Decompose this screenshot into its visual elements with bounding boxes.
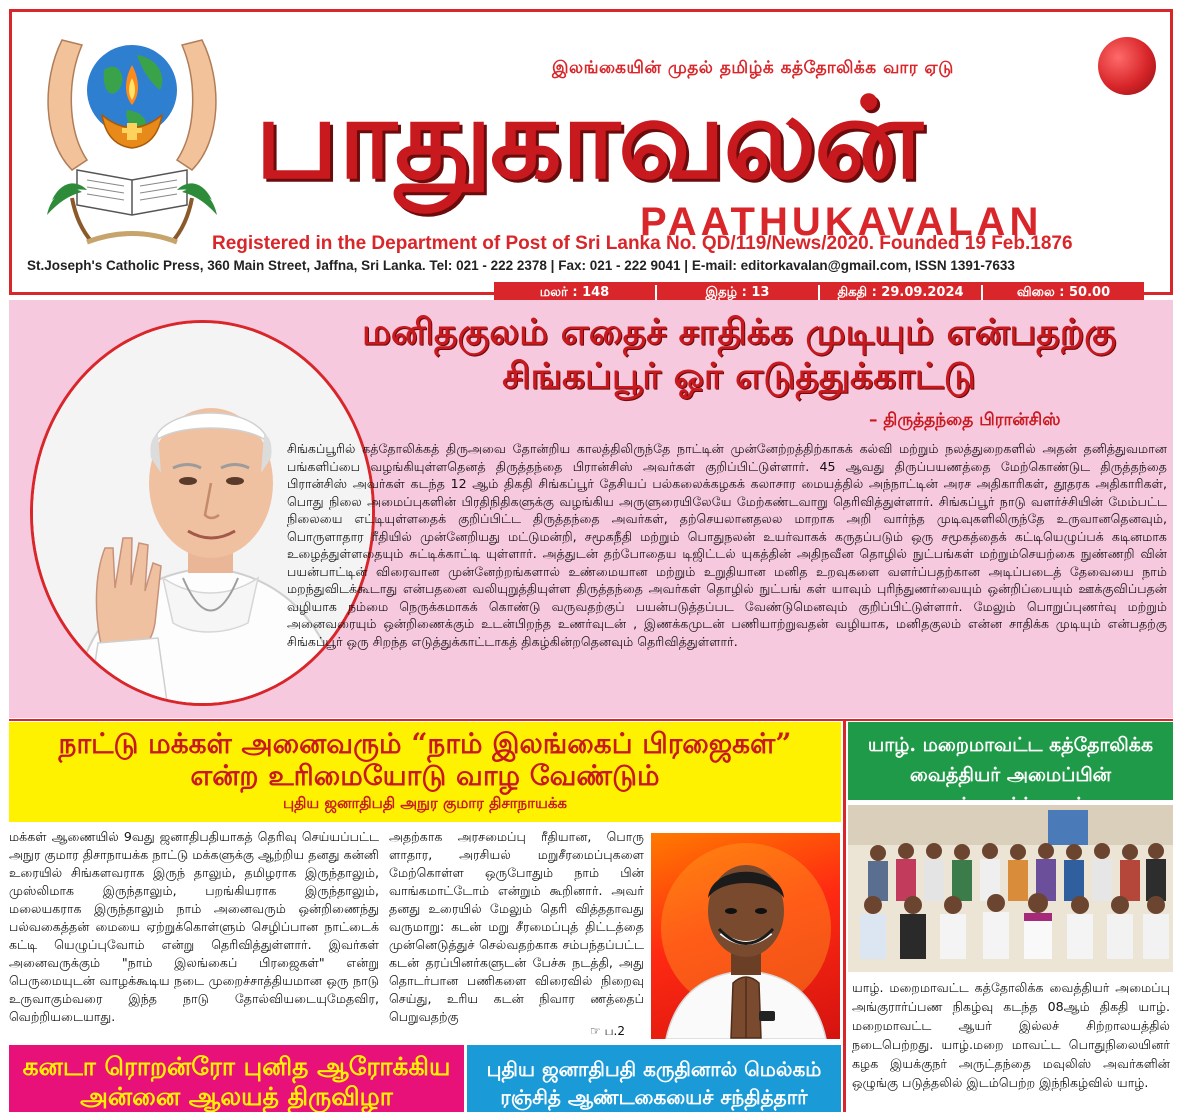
newspaper-title-english: PAATHUKAVALAN	[640, 200, 1043, 244]
newspaper-logo	[32, 20, 232, 250]
title-dot-ornament	[1098, 37, 1156, 95]
right-story-header	[848, 722, 1173, 800]
story2-column-1: மக்கள் ஆணையில் 9வது ஜனாதிபதியாகத் தெரிவு செய்யப்பட்ட அநுர குமார திசாநாயக்க நாட்டு மக்களுக்கு ஆற்றிய தனது கன்னி உரையில் சிங்களவராக இருந் தாலும், தமிழராக இருந்தாலும், முஸ்லிமாக இருந்தாலும், பறங்கியராக இருந்தாலும், மலையகராக இருந்தாலும் நாம் அனைவரும் ஒன்றிணைந்து பல்வகைத்தன் மையை ஏற்றுக்கொள்ளும் செழிப்பான நாட்டைக் கட்டி யெழுப்புவோம் என்று தெரிவித்துள்ளார். இவர்கள் அனைவருக்கும் "நாம் இலங்கைப் பிரஜைகள்" என்று பெருமையுடன் வாழக்கூடிய நடை முறைச்சாத்தியமான ஒரு நாடு உருவாகும்வரை இந்த நாடு தோல்வியடையுமேதவிர, வெற்றியடையாது.	[9, 829, 379, 1024]
story2-header	[9, 722, 841, 822]
president-photo	[651, 833, 840, 1039]
story2-headline	[9, 722, 841, 792]
right-story-body: யாழ். மறைமாவட்ட கத்தோலிக்க வைத்தியர் அமைப்பு அங்குரார்ப்பண நிகழ்வு கடந்த 08ஆம் திகதி யாழ். மறைமாவட்ட ஆயர் இல்லச் சிற்றாலயத்தில் நடைபெற்றது. யாழ்.மறை மாவட்ட பொதுநிலையினர் கழக இயக்குநர் அருட்தந்தை மவுலிஸ் அவர்களின் ஒழுங்கு படுத்தலில் இடம்பெற்ற இந்நிகழ்வில் யாழ்.	[852, 980, 1170, 1090]
right-headline-line-2: வைத்தியர் அமைப்பின்	[909, 764, 1112, 786]
issue-volume: மலர் : 148	[494, 285, 657, 301]
lead-headline	[309, 310, 1169, 398]
masthead-tagline: இலங்கையின் முதல் தமிழ்க் கத்தோலிக்க வார ஏடு	[552, 58, 954, 78]
story2-column-2: அதற்காக அரசமைப்பு ரீதியான, பொரு ளாதார, அரசியல் மறுசீரமைப்புகளை மேற்கொள்ள ஒருபோதும் நாம் பின் வாங்கமாட்டோம் என்றும் கூறினார். அவர் தனது உரையில் மேலும் தெரி வித்ததாவது வருமாறு: கடன் மறு சீரமைப்புத் திட்டத்தை முன்னெடுத்துச் செல்வதற்காக சம்பந்தப்பட்ட கடன் தரப்பினர்களுடன் பேச்சு நடத்தி, அது தொடர்பான பணிகளை விரைவில் நிறைவு செய்து, உரிய கடன் நிவார ணத்தைப் பெறுவதற்கு	[389, 829, 644, 1024]
continued-page-number: ப.2	[604, 1024, 625, 1038]
lead-headline-line-1: மனிதகுலம் எதைச் சாதிக்க முடியும் என்பதற்கு	[361, 311, 1117, 353]
bottom-right-headline[interactable]	[467, 1045, 841, 1112]
bottom-left-headline[interactable]	[9, 1045, 464, 1112]
issue-price: விலை : 50.00	[1016, 285, 1111, 300]
section-divider	[9, 719, 1173, 721]
masthead	[9, 9, 1173, 300]
president-portrait-illustration	[651, 833, 840, 1039]
lead-byline: – திருத்தந்தை பிரான்சிஸ்	[869, 410, 1061, 430]
story2-headline-line-2: என்ற உரிமையோடு வாழ வேண்டும்	[190, 759, 660, 792]
bottom-left-headline-line-1: கனடா ரொறன்ரோ புனித ஆரோக்கிய	[22, 1052, 451, 1081]
bottom-right-headline-line-1: புதிய ஜனாதிபதி கருதினால் மெல்கம்	[486, 1057, 822, 1081]
registration-line: Registered in the Department of Post of Sri Lanka No. QD/119/News/2020. Founded 19 Feb.1876	[212, 233, 1073, 254]
group-photo-illustration	[848, 805, 1173, 972]
continued-on-page-ref[interactable]: ☞ ப.2	[590, 1024, 625, 1038]
lead-body-text: சிங்கப்பூரில் கத்தோலிக்கத் திருஅவை தோன்றிய காலத்திலிருந்தே நாட்டின் முன்னேற்றத்திற்காகக் கல்வி மற்றும் நலத்துறைகளில் அதன் தனித்துவமான பங்களிப்பை வழங்கியுள்ளதெனத் திருத்தந்தை பிரான்சிஸ் அவர்கள் குறிப்பிட்டுள்ளார். 45 ஆவது திருப்பயணத்தை மேற்கொண்டுட திருத்தந்தை பிரான்சிஸ் அவர்கள் கடந்த 12 ஆம் திகதி சிங்கப்பூர் தேசியப் பல்கலைக்கழகக் கலாசார மையத்தில் அந்நாட்டின் அரச அதிகாரிகள், தூதரக அதிகாரிகள், பொது நிலை அமைப்புகளின் பிரதிநிதிகளுக்கு வழங்கிய அருளுரையிலேயே மேற்கண்டவாறு தெரிவித்துள்ளார். சிங்கப்பூர் நாடு வளர்ச்சியின் மேம்பட்ட நிலையை எட்டியுள்ளதைக் குறிப்பிட்ட திருத்தந்தை அவர்கள், தற்செயலானதலல மாறாக அறி வார்ந்த முடிவுகளிலிருந்தே உருவானதெனவும், பொருளாதார ரீதியில் முன்னேறியது மட்டுமன்றி, சமூகநீதி மற்றும் பொதுநலன் உயர்வாகக் கருதப்படும் ஒரு சமூகத்தைக் கட்டியெழுப்பக் கடினமாக உழைத்துள்ளதையும் சுட்டிக்காட்டி யுள்ளார். அத்துடன் தற்போதைய டிஜிட்டல் யுகத்தின் அதிநவீன தொழில் நுட்பங்கள் மற்றும்செயற்கை நுண்ணறி வின் பயன்பாட்டின் விரைவான முன்னேற்றங்களால் உண்மையான மற்றும் உறுதியான மனித உறவுகளை வளர்ப்பதற்கான அடிப்படைத் தேவையை நாம் மறந்துவிடக்கூடாது என்பதனை வலியுறுத்தியுள்ள திருத்தந்தை அவர்கள் தொழில் நுட்பங் கள் யாவும் புரிந்துணர்வையும் ஒன்றிப்பையும் ஊக்குவிப்பதன் வழியாக நம்மை நெருக்கமாகக் கொண்டு வருவதற்குப் பயன்படுத்தப்பட வேண்டுமெனவும் குறிப்பிட்டுள்ளார். மேலும் பொறுப்புணர்வு மற்றும் அனைவரையும் ஒன்றிணைக்கும் உடன்பிறந்த உணர்வுடன் , இணக்கமுடன் பணியாற்றுவதன் வழியாக, மனிதகுலம் என்ன சாதிக்க முடியும் என்பதற்கு சிங்கப்பூர் ஒரு சிறந்த எடுத்துக்காட்டாகத் திகழ்கின்றதெனவும் தெரிவித்துள்ளார்.	[287, 441, 1167, 649]
story2-byline: புதிய ஜனாதிபதி அநுர குமார திசாநாயக்க	[282, 794, 568, 812]
issue-date: திகதி : 29.09.2024	[820, 285, 983, 301]
bottom-right-headline-line-2: ரஞ்சித் ஆண்டகையைச் சந்தித்தார்	[500, 1085, 808, 1109]
right-headline-line-1: யாழ். மறைமாவட்ட கத்தோலிக்க	[867, 734, 1154, 756]
press-address-line: St.Joseph's Catholic Press, 360 Main Street, Jaffna, Sri Lanka. Tel: 021 - 222 2378 | Fax: 021 - 222 9041 | E-mail: editorkavalan@gmail.com, ISSN 1391-7633	[27, 258, 1015, 273]
lead-story	[9, 300, 1173, 718]
bottom-left-headline-line-2: அன்னை ஆலயத் திருவிழா	[80, 1082, 393, 1111]
lead-headline-line-2: சிங்கப்பூர் ஓர் எடுத்துக்காட்டு	[502, 355, 976, 397]
issue-number: இதழ் : 13	[657, 285, 820, 301]
column-divider	[843, 720, 846, 1112]
newspaper-title-tamil: பாதுகாவலன்	[255, 73, 921, 204]
story2-headline-line-1: நாட்டு மக்கள் அனைவரும் “நாம் இலங்கைப் பிரஜைகள்”	[58, 727, 792, 760]
group-photo	[848, 805, 1173, 972]
